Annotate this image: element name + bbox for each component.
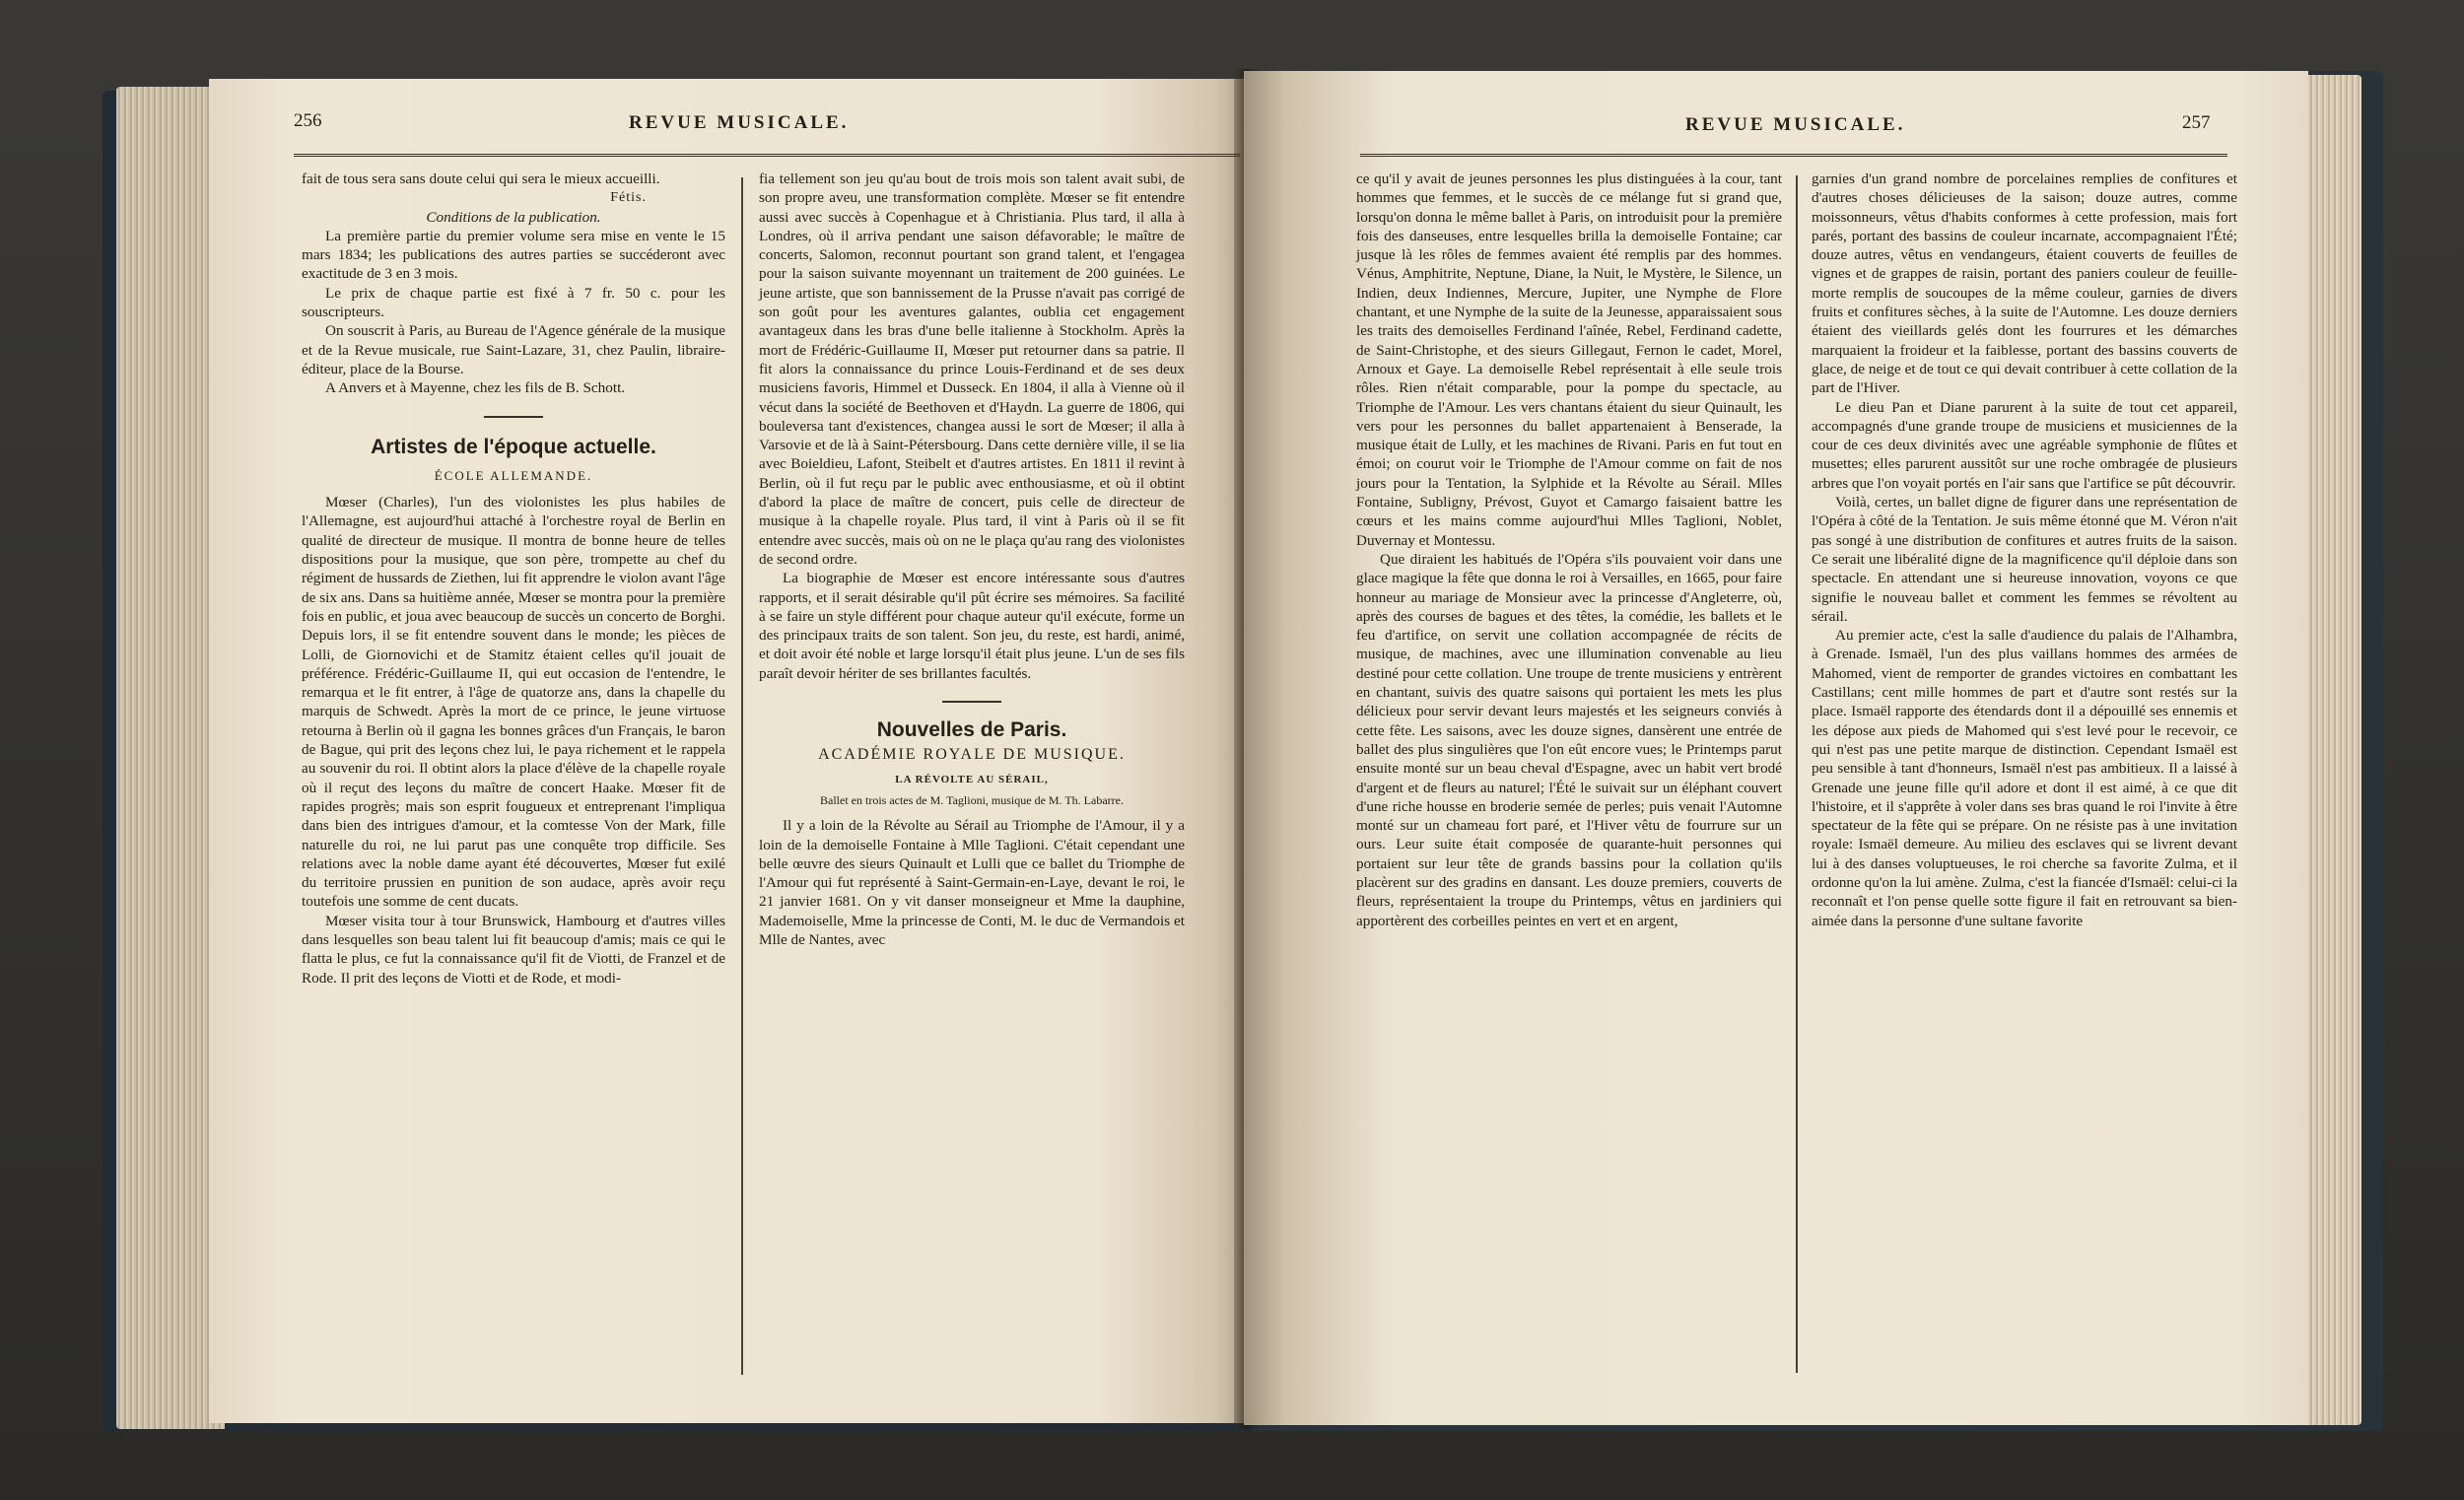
paragraph: garnies d'un grand nombre de porcelaines remplies de confitures et d'autres choses délicieuses de la saison; douze autres, comme moissonneurs, vêtus d'habits conformes à cette profession, mais fort parés, portant des bassins de couleur incarnate, accompagnaient l'Été; douze autres, vêtus en vendangeurs, étaient couverts de feuilles de vignes et de grappes de raisin, portant des paniers couleur de feuille-morte remplis de soucoupes de la même couleur, garnies de divers fruits et confitures sèches, à la suite de l'Automne. Les douze derniers étaient des vieillards gelés dont les fourrures et les démarches marquaient la froideur et la faiblesse, portant des bassins couverts de glace, de neige et de tout ce qui devait contribuer à cette collation de la part de l'Hiver. [1812, 170, 2237, 397]
paragraph: Le dieu Pan et Diane parurent à la suite de tout cet appareil, accompagnés d'une grande troupe de musiciens et musiciennes de la cour de ces deux divinités avec une agréable symphonie de flûtes et musettes; elles parurent aussitôt sur une roche ombragée de plusieurs arbres que l'on voyait portés en l'air sans que l'artifice se pût découvrir. [1812, 398, 2237, 492]
right-column-1 [1356, 170, 1782, 930]
right-column-2 [1812, 170, 2237, 930]
column-divider [741, 177, 743, 1375]
left-page [209, 79, 1256, 1423]
signature: Fétis. [610, 190, 647, 206]
paragraph: Voilà, certes, un ballet digne de figurer dans une représentation de l'Opéra à côté de la Tentation. Je suis même étonné que M. Véron n'ait pas songé à une distribution de confitures et autres fruits de la saison. Ce serait une libéralité digne de la magnificence qu'il déploie dans son spectacle. En attendant une si heureuse innovation, voyons ce que signifie le nouveau ballet et comment les femmes se révoltent au sérail. [1812, 494, 2237, 625]
paragraph: Que diraient les habitués de l'Opéra s'ils pouvaient voir dans une glace magique la fête que donna le roi à Versailles, en 1665, pour faire honneur au mariage de Monsieur avec la princesse d'Angleterre, où, après des courses de bagues et des têtes, la comédie, les ballets et le feu d'artifice, on servit une collation accompagnée de récits de musique, de machines, avec une illumination convenable au lieu destiné pour cette collation. Une troupe de trente musiciens y entrèrent en chantant, suivis des quatre saisons qui portaient les mets les plus délicieux pour servir devant leurs majestés et les seigneurs conviés à cette fête. Les saisons, avec les douze signes, dansèrent une entrée de ballet des plus singulières que l'on eût encore vues; le Printemps parut ensuite monté sur un beau cheval d'Espagne, avec un habit vert brodé d'argent et de fleurs au naturel; l'Été le suivait sur un éléphant couvert d'une riche housse en broderie semée de perles; puis venait l'Automne monté sur un chameau fort paré, et l'Hiver vêtu de fourrure sur un ours. Leur suite était composée de quarante-huit personnes qui portaient sur leur tête de grands bassins pour la collation qu'ils placèrent sur des gradins en dansant. Les douze premiers, couverts de fleurs, représentaient la troupe du Printemps, vêtus en jardiniers qui apportèrent des corbeilles peintes en vert et en argent, [1356, 550, 1782, 929]
paragraph: Le prix de chaque partie est fixé à 7 fr. 50 c. pour les souscripteurs. [302, 284, 725, 321]
paragraph: Au premier acte, c'est la salle d'audience du palais de l'Alhambra, à Grenade. Ismaël, l'un des plus vaillans hommes des armées de Mahomed, vient de remporter de grandes victoires en combattant les Castillans; cent mille hommes de part et d'autre sont restés sur la place. Ismaël rapporte des étendards dont il a dépouillé ses ennemis et les dépose aux pieds de Mahomed qui s'est levé pour le recevoir, ce qui n'est pas une petite marque de distinction. Cependant Ismaël est peu sensible à tant d'honneurs, Ismaël n'est pas ambitieux. Il a laissé à Grenade une jeune fille qu'il adore et dont il est aimé, à ce que dit l'histoire, et il s'apprête à voler dans ses bras quand le roi l'invite à être spectateur de la fête qui se prépare. On ne résiste pas à une invitation royale: Ismaël demeure. Au milieu des esclaves qui se livrent devant lui à des danses voluptueuses, le roi cherche sa favorite Zulma, et il ordonne qu'on la lui amène. Zulma, c'est la fiancée d'Ismaël: celui-ci la reconnaît et l'on pense quelle sotte figure il fait en retrouvant sa bien-aimée dans la personne d'une sultane favorite [1812, 627, 2237, 929]
section-subheading: ACADÉMIE ROYALE DE MUSIQUE. [818, 746, 1126, 764]
paragraph: A Anvers et à Mayenne, chez les fils de B. Schott. [325, 379, 626, 397]
section-separator [942, 701, 1001, 703]
left-header-rule [294, 154, 1240, 157]
section-separator [484, 416, 543, 418]
ballet-credits: Ballet en trois actes de M. Taglioni, musique de M. Th. Labarre. [820, 792, 1124, 807]
section-heading: Nouvelles de Paris. [876, 718, 1067, 742]
right-running-head: REVUE MUSICALE. [1685, 114, 1906, 135]
right-page [1244, 71, 2308, 1425]
paragraph: ce qu'il y avait de jeunes personnes les plus distinguées à la cour, tant hommes que femmes, et le succès de ce mélange fut si grand que, lorsqu'on donna le même ballet à Paris, on introduisit pour la première fois des danseuses, entre lesquelles brilla la demoiselle Fontaine; car jusque là les rôles de femmes avaient été remplis par des hommes. Vénus, Amphitrite, Neptune, Diane, la Nuit, le Mystère, le Silence, un Indien, deux Indiennes, Mercure, Jupiter, une Nymphe de Flore chantant, et une Nymphe de la suite de la Jeunesse, apparaissaient sous les traits des demoiselles Ferdinand l'aînée, Rebel, Ferdinand cadette, de Saint-Christophe, et des sieurs Gillegaut, Fernon le cadet, Morel, Arnoux et Gaye. La demoiselle Rebel représentait à elle seule trois rôles. Rien n'était comparable, pour la pompe du spectacle, au Triomphe de l'Amour. Les vers chantans étaient du sieur Quinault, les vers pour les personnes du ballet appartenaient à Benserade, la musique était de Lully, et les machines de Rivani. Paris en fut tout en émoi; on courut voir le Triomphe de l'Amour comme on fait de nos jours pour la Tentation, la Sylphide et la Révolte au Sérail. Mlles Fontaine, Subligny, Prévost, Guyot et Camargo faisaient battre les cœurs et les mains comme aujourd'hui Mlles Taglioni, Noblet, Duvernay et Montessu. [1356, 170, 1782, 549]
right-header-rule [1360, 154, 2227, 157]
ballet-title: LA RÉVOLTE AU SÉRAIL, [895, 773, 1049, 785]
paragraph: Il y a loin de la Révolte au Sérail au Triomphe de l'Amour, il y a loin de la demoiselle Fontaine à Mlle Taglioni. C'était cependant une belle œuvre des sieurs Quinault et Lulli que ce ballet du Triomphe de l'Amour qui fut représenté à Saint-Germain-en-Laye, devant le roi, le 21 janvier 1681. On y vit danser monseigneur et Mme la dauphine, Mademoiselle, Mme la princesse de Conti, M. le duc de Vermandois et Mlle de Nantes, avec [759, 817, 1185, 948]
section-heading: Artistes de l'époque actuelle. [371, 435, 656, 458]
left-column-2 [759, 170, 1185, 949]
paragraph: fia tellement son jeu qu'au bout de trois mois son talent avait subi, de son propre aveu, une transformation complète. Mœser se fit entendre aussi avec succès à Copenhague et à Christiania. Plus tard, il alla à Londres, où il arriva pendant une saison défavorable; le maître de concerts, Salomon, reconnut pourtant son grand talent, et l'engagea pour la saison suivante moyennant un traitement de 200 guinées. Le jeune artiste, que son bannissement de la Prusse n'avait pas corrigé de son goût pour les aventures galantes, oublia cet engagement avantageux dans les bras d'une belle italienne à Stockholm. Après la mort de Frédéric-Guillaume II, Mœser put retourner dans sa patrie. Il fit alors la connaissance du prince Louis-Ferdinand et de ses deux musiciens favoris, Himmel et Dusseck. En 1804, il alla à Vienne où il vécut dans la société de Beethoven et d'Haydn. La guerre de 1806, qui bouleversa tant d'existences, changea aussi le sort de Mœser; il alla à Varsovie et de là à Saint-Pétersbourg. Dans cette dernière ville, il se lia avec Boieldieu, Lafont, Steibelt et d'autres artistes. En 1811 il revint à Berlin, où il fut reçu par le public avec enthousiasme, et où il obtint d'abord la place de maître de concert, puis celle de directeur de musique à la chapelle royale. Plus tard, il vint à Paris où il se fit entendre avec succès, mais où on ne le plaça qu'au rang des violonistes de second ordre. [759, 170, 1185, 568]
left-column-1 [302, 170, 725, 988]
paragraph: On souscrit à Paris, au Bureau de l'Agence générale de la musique et de la Revue musicale, rue Saint-Lazare, 31, chez Paulin, libraire-éditeur, place de la Bourse. [302, 322, 725, 377]
left-page-number: 256 [294, 110, 322, 131]
paragraph: fait de tous sera sans doute celui qui sera le mieux accueilli. [302, 170, 660, 187]
paragraph: La première partie du premier volume sera mise en vente le 15 mars 1834; les publications des autres parties se succéderont avec exactitude de 3 en 3 mois. [302, 227, 725, 283]
column-divider [1796, 175, 1798, 1373]
paragraph: Mœser (Charles), l'un des violonistes les plus habiles de l'Allemagne, est aujourd'hui attaché à l'orchestre royal de Berlin en qualité de directeur de musique. Il montra de bonne heure de telles dispositions pour la musique, que son père, trompette au chef du régiment de hussards de Ziethen, lui fit apprendre le violon avant l'âge de six ans. Dans sa huitième année, Mœser se montra pour la première fois en public, et joua avec beaucoup de succès un concerto de Borghi. Depuis lors, il se fit entendre souvent dans le monde; les pièces de Lolli, de Giornovichi et de Stamitz étaient celles qu'il jouait de préférence. Frédéric-Guillaume II, qui eut occasion de l'entendre, le remarqua et le fit entrer, à l'âge de quatorze ans, dans la chapelle du marquis de Schwedt. Après la mort de ce prince, le jeune virtuose retourna à Berlin où il gagna les bonnes grâces d'un Français, le baron de Bague, qui prit des leçons chez lui, le paya richement et le rappela au souvenir du roi. Il obtint alors la place d'élève de la chapelle royale où il reçut des leçons du maître de concert Haake. Mœser fit de rapides progrès; mais son esprit fougueux et entreprenant l'impliqua dans bien des intrigues d'amour, et la comtesse Von der Mark, fille naturelle du roi, ne lui parut pas une conquête trop difficile. Ses relations avec la noble dame ayant été découvertes, Mœser fut exilé du territoire prussien en punition de son audace, après avoir reçu toutefois une somme de cent ducats. [302, 494, 725, 911]
paragraph: La biographie de Mœser est encore intéressante sous d'autres rapports, et il serait désirable qu'il pût écrire ses mémoires. Sa facilité à se faire un style différent pour chaque auteur qu'il exécute, forme un des principaux traits de son talent. Son jeu, du reste, est hardi, animé, et doit avoir été noble et large lorsqu'il était plus jeune. L'un de ses fils paraît devoir hériter de ses brillantes facultés. [759, 570, 1185, 682]
right-page-number: 257 [2182, 112, 2211, 133]
conditions-heading: Conditions de la publication. [426, 208, 601, 226]
section-subheading: ÉCOLE ALLEMANDE. [434, 467, 593, 483]
left-running-head: REVUE MUSICALE. [629, 112, 850, 133]
paragraph: Mœser visita tour à tour Brunswick, Hambourg et d'autres villes dans lesquelles son beau talent lui fit beaucoup d'amis; mais ce qui le flatta le plus, ce fut la connaissance qu'il fit de Viotti, de Franzel et de Rode. Il prit des leçons de Viotti et de Rode, et modi- [302, 912, 725, 987]
